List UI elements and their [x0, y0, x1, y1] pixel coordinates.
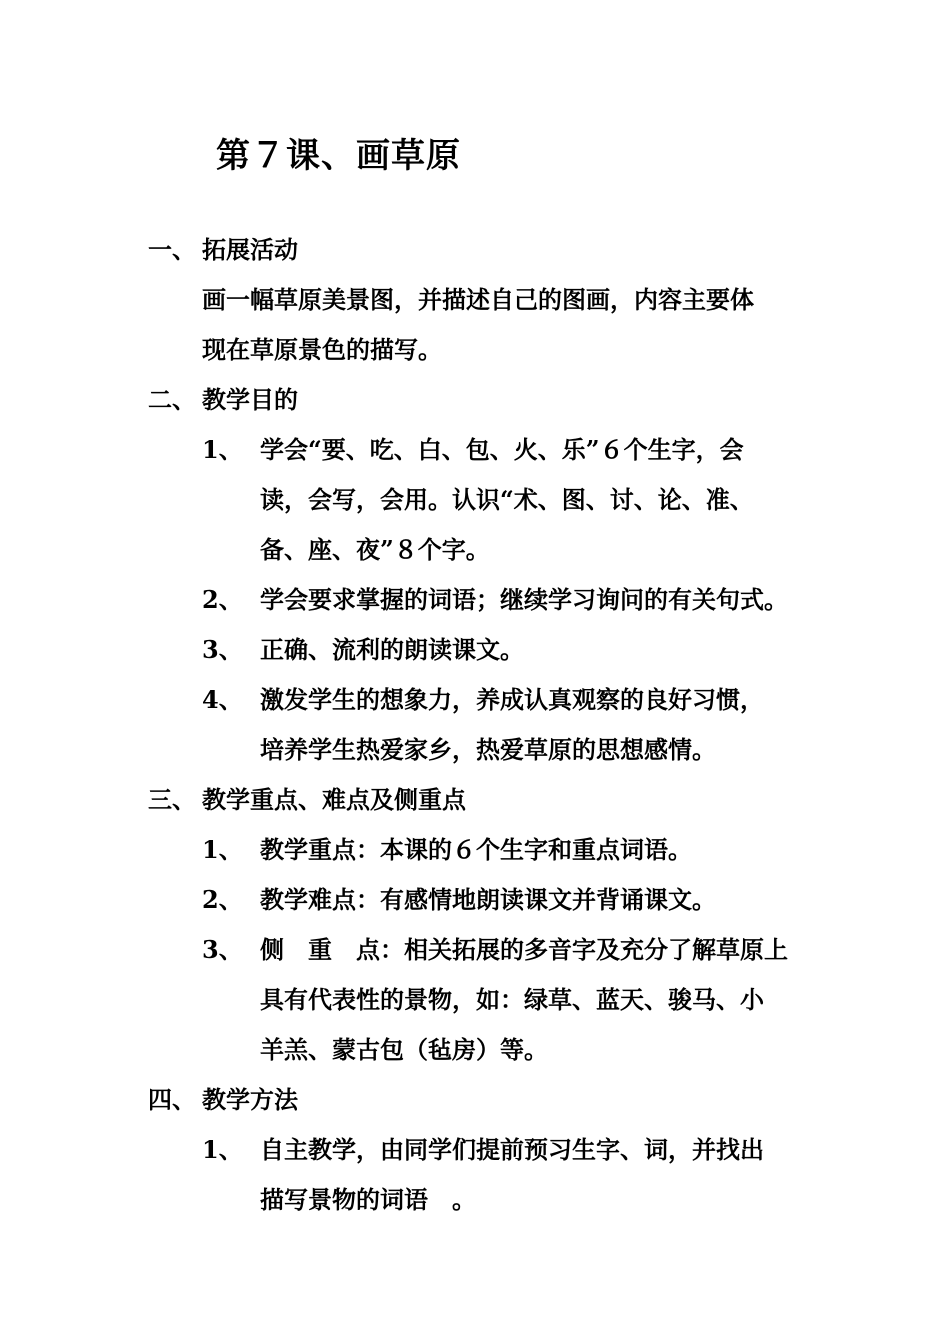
item-line: 描写景物的词语 。	[260, 1185, 476, 1214]
section-number: 三、	[148, 785, 196, 814]
item-line: 学会“要、吃、白、包、火、乐”６个生字，会	[260, 435, 744, 464]
lesson-title: 第７课、画草原	[216, 136, 461, 176]
item-line: 激发学生的想象力，养成认真观察的良好习惯，	[260, 685, 764, 714]
item-number: 1、	[202, 1135, 243, 1164]
section-number: 一、	[148, 235, 196, 264]
section-number: 四、	[148, 1085, 196, 1114]
item-line: 教学难点：有感情地朗读课文并背诵课文。	[260, 885, 716, 914]
section-number: 二、	[148, 385, 196, 414]
item-line: 培养学生热爱家乡，热爱草原的思想感情。	[260, 735, 716, 764]
item-line: 自主教学，由同学们提前预习生字、词，并找出	[260, 1135, 764, 1164]
item-line: 具有代表性的景物，如：绿草、蓝天、骏马、小	[260, 985, 764, 1014]
section-body-line: 画一幅草原美景图，并描述自己的图画，内容主要体	[202, 285, 754, 314]
item-number: 3、	[202, 935, 243, 964]
item-line: 正确、流利的朗读课文。	[260, 635, 524, 664]
item-line: 读，会写，会用。认识“术、图、讨、论、准、	[260, 485, 754, 514]
item-line: 侧 重 点：相关拓展的多音字及充分了解草原上	[260, 935, 788, 964]
item-line: 备、座、夜”８个字。	[260, 535, 490, 564]
section-heading: 教学方法	[202, 1085, 298, 1114]
item-number: 1、	[202, 435, 243, 464]
item-number: 4、	[202, 685, 243, 714]
section-heading: 教学重点、难点及侧重点	[202, 785, 466, 814]
item-line: 学会要求掌握的词语；继续学习询问的有关句式。	[260, 585, 788, 614]
item-number: 2、	[202, 585, 243, 614]
item-line: 羊羔、蒙古包（毡房）等。	[260, 1035, 548, 1064]
item-number: 2、	[202, 885, 243, 914]
item-line: 教学重点：本课的６个生字和重点词语。	[260, 835, 692, 864]
item-number: 1、	[202, 835, 243, 864]
item-number: 3、	[202, 635, 243, 664]
section-heading: 教学目的	[202, 385, 298, 414]
section-heading: 拓展活动	[202, 235, 298, 264]
section-body-line: 现在草原景色的描写。	[202, 335, 442, 364]
